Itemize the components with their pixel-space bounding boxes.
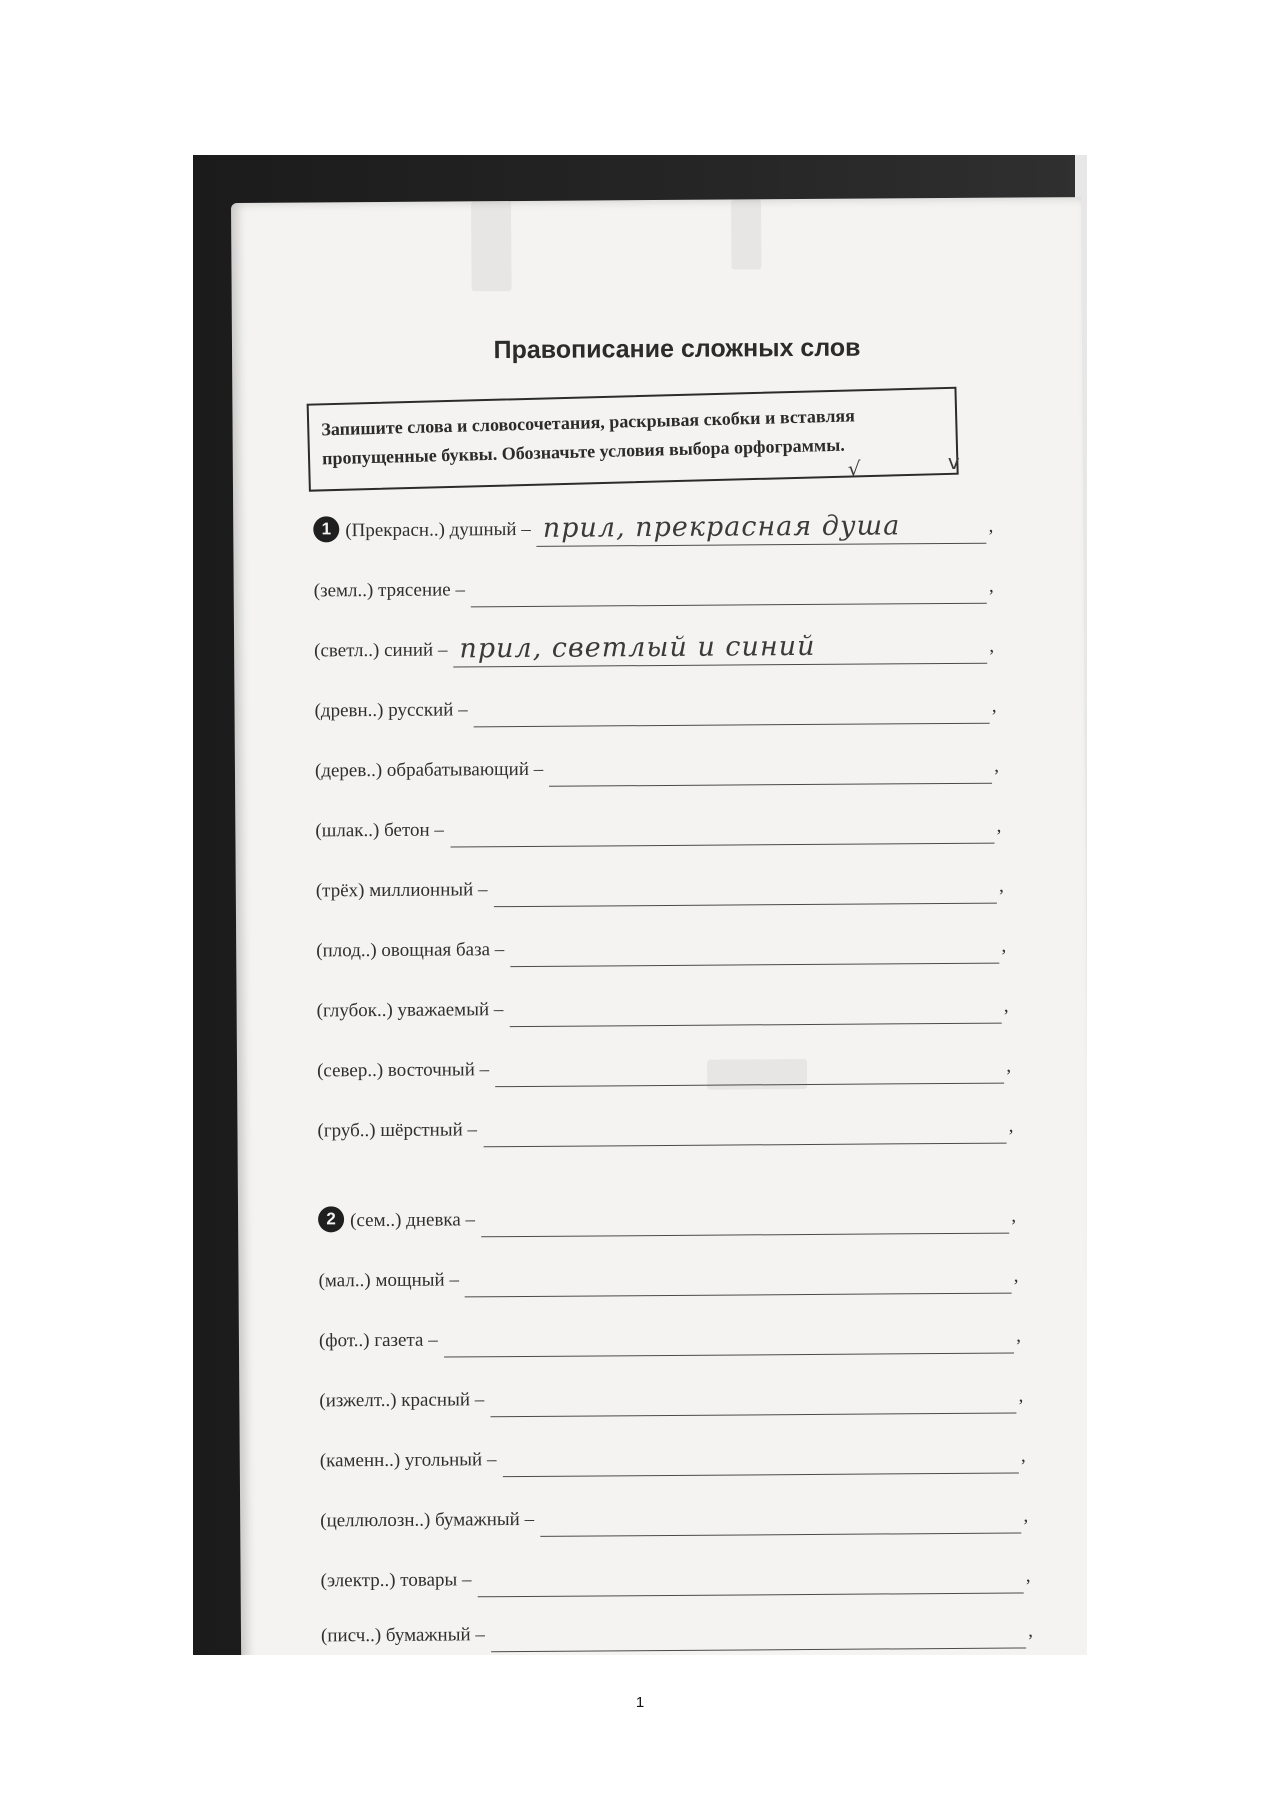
task-word: (груб..) шёрстный – [317,1119,478,1142]
exercise-1-row [317,1048,1011,1089]
exercise-1-row [315,808,1001,849]
task-word: (шлак..) бетон – [315,819,444,842]
comma: , [1001,935,1007,957]
handwritten-answer: прил, светлый и синий [459,630,816,665]
exercise-2-row [321,1612,1033,1653]
check-mark: √ [847,456,861,481]
task-word: (электр..) товары – [320,1569,472,1592]
task-word: (целлюлозн..) бумажный – [320,1508,535,1532]
answer-line[interactable] [465,1265,1012,1298]
answer-line[interactable] [471,575,987,608]
comma: , [1025,1565,1031,1587]
exercise-1-row [314,628,994,669]
bleed-through-mark [471,201,512,291]
comma: , [994,755,1000,777]
task-word: (сем..) дневка – [350,1209,476,1232]
exercise-1-row [317,988,1009,1029]
comma: , [1016,1325,1022,1347]
exercise-2-number: 2 [318,1206,344,1232]
exercise-2-row [320,1437,1026,1478]
task-word: (земл..) трясение – [313,579,466,602]
task-word: (изжелт..) красный – [319,1389,485,1412]
answer-line[interactable] [502,1445,1019,1478]
comma: , [988,515,994,537]
comma: , [1008,1115,1014,1137]
answer-line[interactable] [444,1325,1015,1358]
comma: , [1013,1265,1019,1287]
answer-line[interactable] [453,630,987,668]
task-word: (дерев..) обрабатывающий – [314,758,544,782]
page-title: Правописание сложных слов [493,333,861,365]
answer-line[interactable] [495,1055,1004,1088]
exercise-1-row [315,748,999,789]
comma: , [1028,1620,1034,1642]
task-word: (глубок..) уважаемый – [316,999,504,1022]
comma: , [1011,1205,1017,1227]
task-word: (светл..) синий – [314,639,448,662]
answer-line[interactable] [483,1115,1007,1148]
check-mark: v [947,449,960,475]
exercise-1-row [314,568,994,609]
exercise-1-row [314,688,996,729]
worksheet-paper [231,197,1087,1655]
exercise-2-row [319,1377,1023,1418]
comma: , [1018,1385,1024,1407]
task-word: (древн..) русский – [314,699,468,722]
task-word: (Прекрасн..) душный – [345,518,531,542]
task-word: (писч..) бумажный – [320,1624,485,1647]
answer-line[interactable] [490,1385,1017,1418]
answer-line[interactable] [510,935,999,967]
exercise-1-row [316,868,1004,909]
exercise-1-row [313,508,993,549]
instruction-box: Запишите слова и словосочетания, раскрывая скобки и вставляя пропущенные буквы. Обозначьте условия выбора орфограммы. [307,387,959,492]
exercise-2-row [319,1318,1021,1359]
comma: , [1003,995,1009,1017]
answer-line[interactable] [549,755,992,787]
answer-line[interactable] [474,695,990,728]
comma: , [989,635,995,657]
comma: , [1020,1445,1026,1467]
exercise-2-row [318,1198,1016,1239]
comma: , [991,695,997,717]
task-word: (мал..) мощный – [318,1269,459,1292]
answer-line[interactable] [481,1205,1010,1238]
comma: , [1006,1055,1012,1077]
comma: , [996,815,1002,837]
answer-line[interactable] [493,875,997,908]
exercise-2-row [320,1557,1030,1598]
page-number: 1 [635,1694,645,1711]
task-word: (каменн..) угольный – [319,1449,497,1472]
worksheet-photo [193,155,1087,1655]
answer-line[interactable] [477,1564,1024,1597]
task-word: (трёх) миллионный – [315,879,488,902]
exercise-1-number: 1 [313,516,339,542]
exercise-2-row [318,1258,1018,1299]
answer-line[interactable] [450,815,995,848]
answer-line[interactable] [491,1619,1027,1652]
comma: , [1023,1505,1029,1527]
handwritten-answer: прил, прекрасная душа [542,510,901,544]
task-word: (фот..) газета – [318,1329,438,1352]
bleed-through-mark [731,199,761,269]
exercise-1-row [316,928,1006,969]
exercise-2-row [320,1497,1028,1538]
exercise-1-row [317,1108,1013,1149]
comma: , [988,575,994,597]
comma: , [998,875,1004,897]
task-word: (север..) восточный – [316,1059,490,1082]
task-word: (плод..) овощная база – [316,939,505,962]
answer-line[interactable] [537,510,987,547]
answer-line[interactable] [509,995,1002,1027]
answer-line[interactable] [540,1505,1022,1537]
